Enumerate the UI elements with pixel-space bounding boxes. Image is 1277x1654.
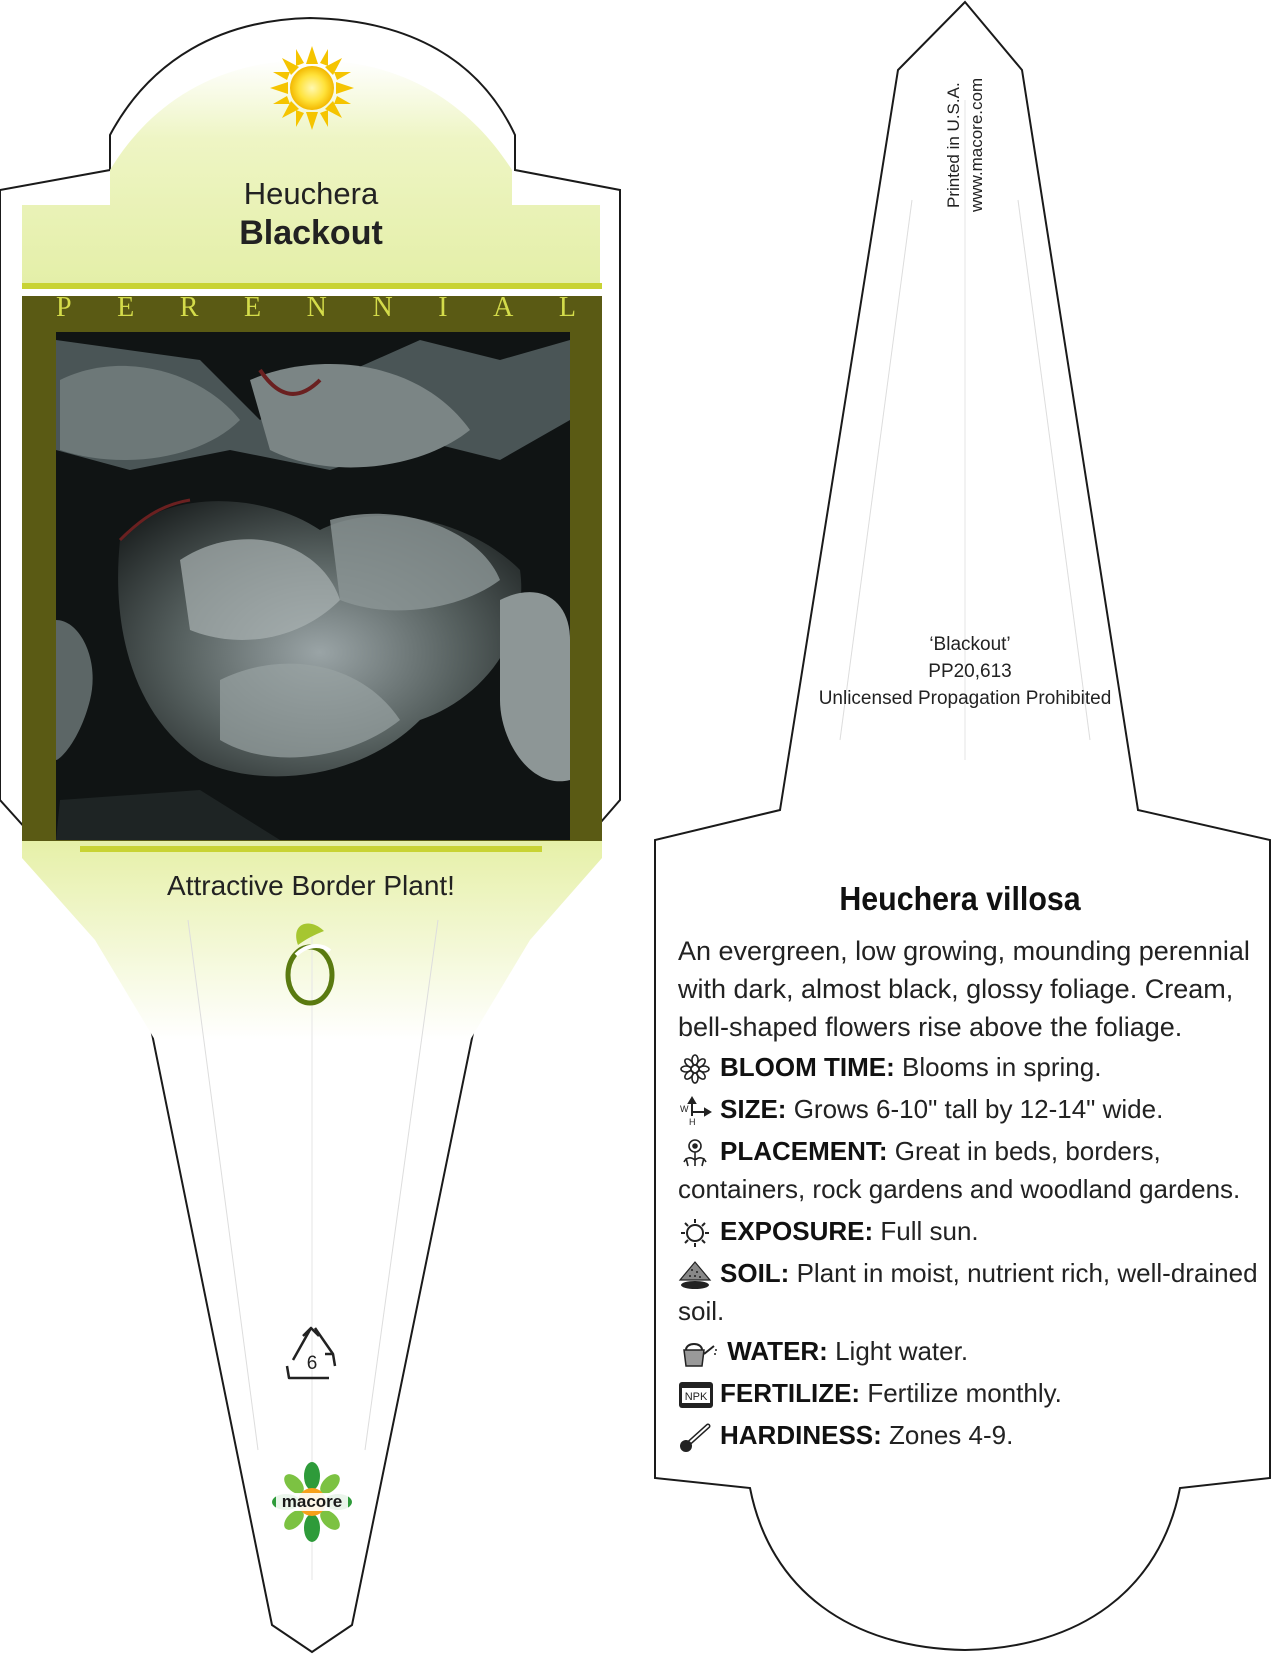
category-letter: P (56, 292, 72, 323)
care-label: FERTILIZE: (720, 1378, 861, 1408)
care-row-placement (678, 1132, 1268, 1208)
care-label: SOIL: (720, 1258, 790, 1288)
care-row-size (678, 1090, 1268, 1128)
patent-number: PP20,613 (928, 661, 1012, 682)
care-row-water (678, 1332, 1268, 1370)
propagation-notice: Unlicensed Propagation Prohibited (818, 688, 1112, 709)
care-text: Blooms in spring. (902, 1052, 1102, 1082)
plant-photo (56, 332, 570, 840)
care-text: Zones 4-9. (889, 1420, 1014, 1450)
cultivar-name: ‘Blackout’ (929, 634, 1011, 655)
soil-icon (678, 1260, 714, 1290)
front-lime-stripe (22, 283, 602, 289)
plant-description: An evergreen, low growing, mounding perennial with dark, almost black, glossy foliage. Cream, bell-shaped flowers rise above the foliage. (678, 936, 1250, 1042)
sun-icon (270, 46, 354, 130)
category-letter: L (558, 292, 576, 323)
category-letter: A (493, 292, 514, 323)
care-row-fertilize (678, 1374, 1268, 1412)
care-text: Great in beds, borders, containers, rock gardens and woodland gardens. (678, 1136, 1241, 1204)
category-letter: N (372, 292, 393, 323)
size-icon (678, 1096, 714, 1126)
care-text: Light water. (835, 1336, 969, 1366)
plant-genus-title: Heuchera (243, 176, 379, 211)
front-lime-stripe-lower (80, 846, 542, 852)
flower-icon (678, 1054, 714, 1084)
recycle-number: 6 (306, 1353, 318, 1374)
care-row-soil (678, 1254, 1268, 1330)
species-name: Heuchera villosa (839, 880, 1081, 917)
care-text: Fertilize monthly. (867, 1378, 1062, 1408)
care-row-exposure (678, 1212, 1268, 1250)
category-letter: E (117, 292, 135, 323)
care-text: Full sun. (880, 1216, 979, 1246)
care-row-bloom (678, 1048, 1268, 1086)
care-label: EXPOSURE: (720, 1216, 874, 1246)
thermometer-icon (678, 1422, 714, 1452)
care-label: PLACEMENT: (720, 1136, 888, 1166)
brand-name: macore (281, 1492, 343, 1511)
svg-text:NPK: NPK (684, 1391, 708, 1404)
tagline: Attractive Border Plant! (167, 870, 455, 901)
sun-icon (678, 1218, 714, 1248)
care-label: HARDINESS: (720, 1420, 882, 1450)
watering-can-icon (678, 1338, 714, 1368)
category-letter: E (244, 292, 262, 323)
placement-icon (678, 1138, 714, 1168)
plant-cultivar-title: Blackout (239, 214, 383, 252)
care-label: WATER: (727, 1336, 828, 1366)
npk-icon (678, 1380, 714, 1410)
printed-in-label: Printed in U.S.A. (944, 82, 963, 208)
front-tag (0, 18, 620, 1652)
svg-text:W: W (680, 1104, 689, 1115)
care-label: BLOOM TIME: (720, 1052, 895, 1082)
category-label (56, 292, 576, 324)
category-letter: R (179, 292, 199, 323)
care-text: Grows 6-10" tall by 12-14" wide. (793, 1094, 1164, 1124)
website-label: www.macore.com (967, 77, 986, 212)
svg-text:H: H (689, 1117, 696, 1127)
care-label: SIZE: (720, 1094, 787, 1124)
care-row-hardiness (678, 1416, 1268, 1454)
category-letter: N (306, 292, 327, 323)
category-letter: I (438, 292, 448, 323)
care-text: Plant in moist, nutrient rich, well-drained soil. (678, 1258, 1258, 1326)
